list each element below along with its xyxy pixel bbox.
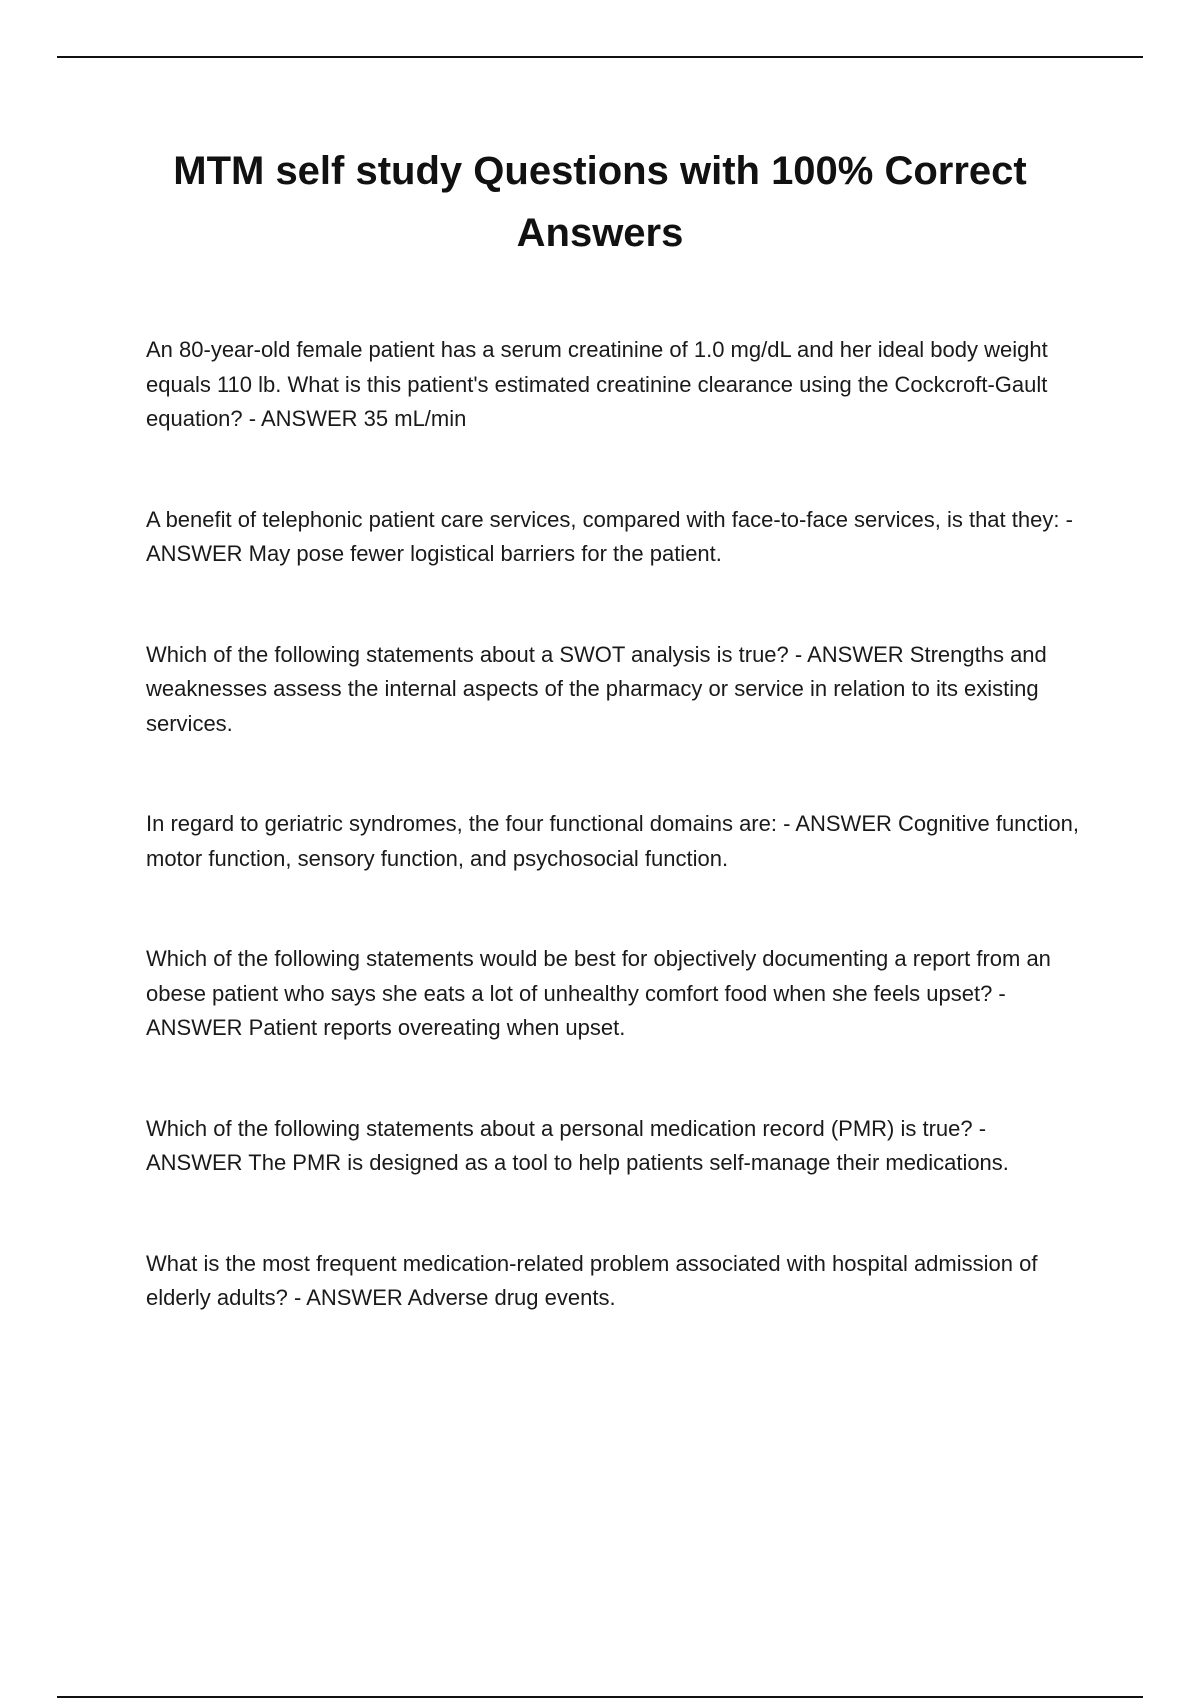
footer-divider: [57, 1696, 1143, 1698]
page-title: MTM self study Questions with 100% Correct Answers: [173, 149, 1027, 255]
question-answer-item: A benefit of telephonic patient care services, compared with face-to-face services, is that they: - ANSWER May pose fewer logistical barriers for the patient.: [146, 506, 1073, 566]
question-answer-item: Which of the following statements about a SWOT analysis is true? - ANSWER Strengths and weaknesses assess the internal aspects of the pharmacy or service in relation to its existing services.: [146, 641, 1047, 736]
question-answer-item: Which of the following statements would be best for objectively documenting a report from an obese patient who says she eats a lot of unhealthy comfort food when she feels upset? - ANSWER Patient reports overeating when upset.: [146, 946, 1051, 1040]
question-answer-item: In regard to geriatric syndromes, the four functional domains are: - ANSWER Cognitive function, motor function, sensory function, and psychosocial function.: [146, 811, 1079, 871]
question-answer-item: An 80-year-old female patient has a serum creatinine of 1.0 mg/dL and her ideal body weight equals 110 lb. What is this patient's estimated creatinine clearance using the Cockcroft-Gault equation? - ANSWER 35 mL/min: [146, 337, 1048, 431]
header-divider: [57, 56, 1143, 58]
question-list: [146, 333, 1086, 1316]
question-answer-item: What is the most frequent medication-related problem associated with hospital admission of elderly adults? - ANSWER Adverse drug events.: [146, 1250, 1038, 1310]
question-answer-item: Which of the following statements about a personal medication record (PMR) is true? - ANSWER The PMR is designed as a tool to help patients self-manage their medications.: [146, 1115, 1009, 1175]
